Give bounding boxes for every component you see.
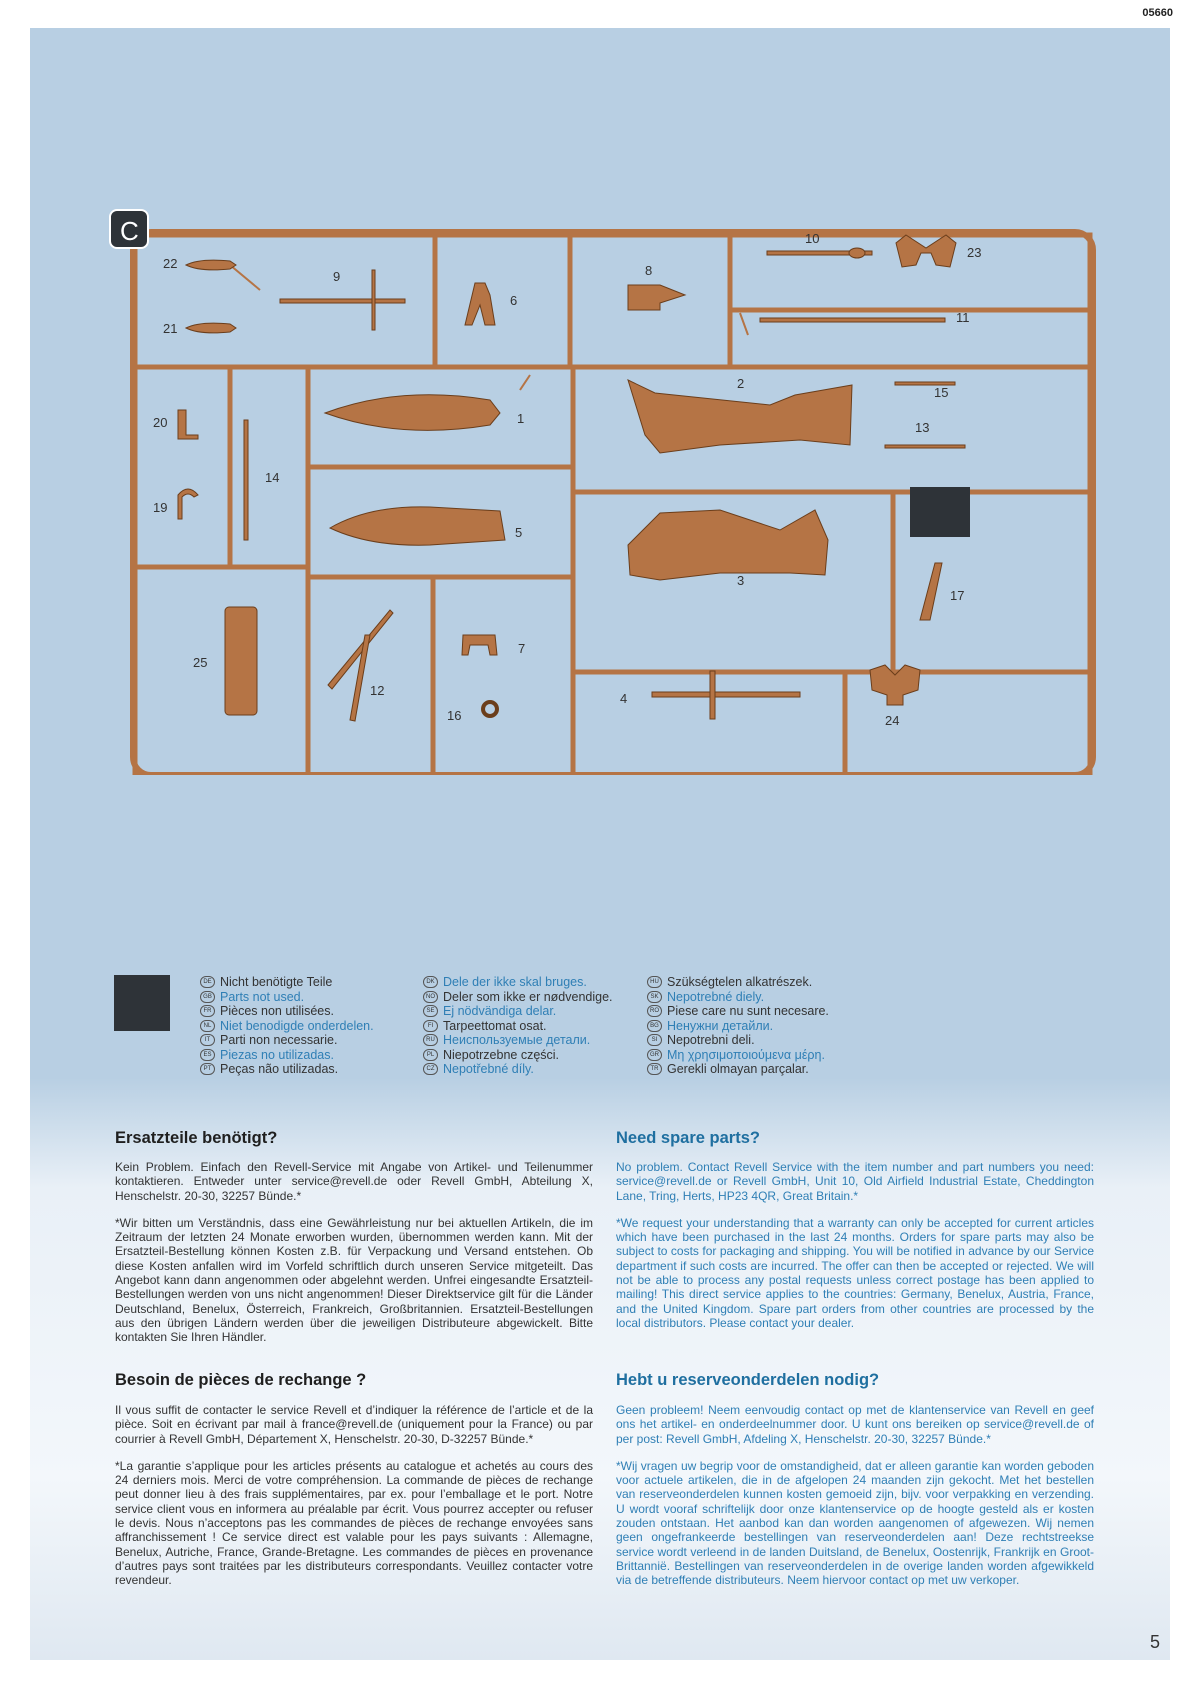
label-8: 8 bbox=[645, 263, 653, 278]
paragraph: *Wir bitten um Verständnis, dass eine Gewährleistung nur bei aktuellen Artikeln, die im Zeitraum der letzten 24 Monate erworben wurden, übernommen werden kann. Mit der Ersatzteil-Bestellung können Kosten z.B. für Verpackung und Versand entstehen. Ob diese Kosten anfallen wird im Vorfeld schriftlich durch unseren Service mitgeteilt. Das Angebot kann dann angenommen oder abgelehnt werden. Unfrei eingesandte Ersatzteil-Bestellungen werden von uns nicht angenommen! Dieser Direktservice gilt für die Länder Deutschland, Benelux, Österreich, Frankreich, Großbritannien. Ersatzteil-Bestellungen aus den übrigen Ländern werden über die jeweiligen Distributeure abgewickelt. Bitte kontakten Sie Ihren Händler. bbox=[115, 1215, 593, 1345]
legend-row-fr: FR Pièces non utilisées. bbox=[200, 1004, 420, 1019]
sprue-c-diagram bbox=[100, 195, 1100, 775]
flag-icon: SE bbox=[423, 1005, 438, 1017]
section-title-fr: Besoin de pièces de rechange ? bbox=[115, 1371, 367, 1389]
section-body-en bbox=[616, 1160, 1094, 1343]
flag-icon: BG bbox=[647, 1020, 662, 1032]
paragraph: *Wij vragen uw begrip voor de omstandigheid, dat er alleen garantie kan worden geboden voor actuele artikelen, die in de afgelopen 24 maanden zijn gekocht. Met het bestellen van reserveonderdelen kunnen kosten gemoeid zijn, bijv. voor verpakking en verzending. U wordt vooraf schriftelijk door onze klantenservice op de hoogte gesteld als er kosten zouden ontstaan. Het aanbod kan dan worden aangenomen of afgewezen. Wij nemen geen ongefrankeerde bestellingen van reserveonderdelen aan! Deze rechtstreekse service wordt verleend in de landen Duitsland, de Benelux, Oostenrijk, Frankrijk en Groot-Brittannië. Bestellingen van reserveonderdelen in de overige landen worden afgewikkeld via de betreffende distributeurs. Neem hiervoor contact op met uw verkoper. bbox=[616, 1458, 1094, 1588]
legend-row-nl: NL Niet benodigde onderdelen. bbox=[200, 1019, 420, 1034]
part-7 bbox=[462, 635, 497, 655]
legend-row-no: NO Deler som ikke er nødvendige. bbox=[423, 990, 643, 1005]
section-body-nl bbox=[616, 1403, 1094, 1601]
paragraph: Kein Problem. Einfach den Revell-Service mit Angabe von Artikel- und Teilenummer kontaktieren. Entweder unter service@revell.de oder Revell GmbH, Abteilung X, Henschelstr. 20-30, 32257 Bünde.* bbox=[115, 1160, 593, 1203]
legend-row-tr: TR Gerekli olmayan parçalar. bbox=[647, 1062, 867, 1077]
flag-icon: SK bbox=[647, 991, 662, 1003]
legend-row-se: SE Ej nödvändiga delar. bbox=[423, 1004, 643, 1019]
part-5 bbox=[330, 507, 505, 545]
part-17 bbox=[920, 563, 942, 620]
part-9 bbox=[280, 299, 405, 303]
sprue-letter: C bbox=[120, 216, 139, 246]
flag-icon: RO bbox=[647, 1005, 662, 1017]
legend-row-pt: PT Peças não utilizadas. bbox=[200, 1062, 420, 1077]
part-4 bbox=[652, 692, 800, 697]
label-12: 12 bbox=[370, 683, 385, 698]
paragraph: Il vous suffit de contacter le service Revell et d’indiquer la référence de l’article et de la pièce. Soit en écrivant par mail à france@revell.de (uniquement pour la France) ou par courrier à Revell GmbH, Département X, Henschelstr. 20-30, D-32257 Bünde.* bbox=[115, 1403, 593, 1446]
part-25 bbox=[225, 607, 257, 715]
flag-icon: HU bbox=[647, 976, 662, 988]
label-11: 11 bbox=[956, 310, 970, 325]
not-used-part bbox=[910, 487, 970, 537]
not-used-swatch bbox=[114, 975, 170, 1031]
legend-row-hu: HU Szükségtelen alkatrészek. bbox=[647, 975, 867, 990]
legend-row-gr: GR Μη χρησιμοποιούμενα μέρη. bbox=[647, 1048, 867, 1063]
label-22: 22 bbox=[163, 256, 178, 271]
flag-icon: TR bbox=[647, 1063, 662, 1075]
legend-row-si: SI Nepotrebni deli. bbox=[647, 1033, 867, 1048]
paragraph: No problem. Contact Revell Service with the item number and part numbers you need: service@revell.de or Revell GmbH, Unit 10, Old Airfield Industrial Estate, Cheddington Lane, Tring, Herts, HP23 4QR, Great Britain.* bbox=[616, 1160, 1094, 1203]
label-5: 5 bbox=[515, 525, 523, 540]
label-9: 9 bbox=[333, 269, 341, 284]
section-title-nl: Hebt u reserveonderdelen nodig? bbox=[616, 1371, 880, 1389]
legend-row-ru: RU Неиспользуемые детали. bbox=[423, 1033, 643, 1048]
paragraph: Geen probleem! Neem eenvoudig contact op met de klantenservice van Revell en geef ons het artikel- en onderdeelnummer door. U kunt ons bereiken op service@revell.de of per post: Revell GmbH, Afdeling X, Henschelstr. 20-30, 32257 Bünde.* bbox=[616, 1403, 1094, 1446]
section-body-fr bbox=[115, 1403, 593, 1601]
label-24: 24 bbox=[885, 713, 900, 728]
legend-row-cz: CZ Nepotřebné díly. bbox=[423, 1062, 643, 1077]
label-7: 7 bbox=[518, 641, 526, 656]
part-20 bbox=[178, 410, 198, 439]
label-19: 19 bbox=[153, 500, 168, 515]
label-15: 15 bbox=[934, 385, 949, 400]
flag-icon: PL bbox=[423, 1049, 438, 1061]
flag-icon: GB bbox=[200, 991, 215, 1003]
section-title-en: Need spare parts? bbox=[616, 1129, 760, 1147]
legend-row-de: DE Nicht benötigte Teile bbox=[200, 975, 420, 990]
part-21 bbox=[186, 323, 236, 333]
legend-column-1 bbox=[200, 975, 420, 1077]
flag-icon: DE bbox=[200, 976, 215, 988]
page-number: 5 bbox=[1149, 1632, 1160, 1652]
part-19 bbox=[178, 489, 198, 519]
label-3: 3 bbox=[737, 573, 745, 588]
flag-icon: NL bbox=[200, 1020, 215, 1032]
flag-icon: FI bbox=[423, 1020, 438, 1032]
part-1 bbox=[325, 395, 500, 431]
legend-column-2 bbox=[423, 975, 643, 1077]
legend-row-gb: GB Parts not used. bbox=[200, 990, 420, 1005]
flag-icon: CZ bbox=[423, 1063, 438, 1075]
flag-icon: NO bbox=[423, 991, 438, 1003]
label-2: 2 bbox=[737, 376, 745, 391]
part-11 bbox=[760, 318, 945, 322]
label-16: 16 bbox=[447, 708, 462, 723]
label-23: 23 bbox=[967, 245, 982, 260]
flag-icon: IT bbox=[200, 1034, 215, 1046]
part-14 bbox=[244, 420, 248, 540]
legend-row-sk: SK Nepotrebné diely. bbox=[647, 990, 867, 1005]
flag-icon: RU bbox=[423, 1034, 438, 1046]
section-body-de bbox=[115, 1160, 593, 1358]
label-6: 6 bbox=[510, 293, 518, 308]
legend-row-it: IT Parti non necessarie. bbox=[200, 1033, 420, 1048]
flag-icon: SI bbox=[647, 1034, 662, 1046]
paragraph: *We request your understanding that a warranty can only be accepted for current articles which have been purchased in the last 24 months. Orders for spare parts may also be subject to costs for packaging and shipping. You will be notified in advance by our Service department if such costs are incurred. The offer can then be accepted or rejected. We will not be able to process any postal requests unless correct postage has been applied to mailing! This direct service applies to the countries: Germany, Benelux, Austria, France, and the United Kingdom. Spare part orders from other countries are processed by the local distributors. Please contact your dealer. bbox=[616, 1215, 1094, 1330]
label-14: 14 bbox=[265, 470, 280, 485]
flag-icon: PT bbox=[200, 1063, 215, 1075]
legend-row-dk: DK Dele der ikke skal bruges. bbox=[423, 975, 643, 990]
paragraph: *La garantie s’applique pour les articles présents au catalogue et achetés au cours des 24 derniers mois. Merci de votre compréhension. La commande de pièces de rechange peut donner lieu à des frais supplémentaires, par ex. pour l’emballage et le port. Notre service client vous en informera au préalable par écrit. Vous pourrez accepter ou refuser le devis. Nous n’acceptons pas les commandes de pièces de rechange envoyées sans affranchissement ! Ce service direct est valable pour les pays suivants : Allemagne, Benelux, Autriche, France, Grande-Bretagne. Les commandes de pièces en provenance d’autres pays sont traitées par les distributeurs correspondants. Veuillez contacter votre revendeur. bbox=[115, 1458, 593, 1588]
label-25: 25 bbox=[193, 655, 208, 670]
part-13 bbox=[885, 445, 965, 448]
legend-row-fi: FI Tarpeettomat osat. bbox=[423, 1019, 643, 1034]
doc-number: 05660 bbox=[1142, 7, 1173, 19]
part-6 bbox=[465, 283, 495, 325]
flag-icon: GR bbox=[647, 1049, 662, 1061]
part-8 bbox=[628, 285, 685, 310]
label-13: 13 bbox=[915, 420, 930, 435]
label-1: 1 bbox=[517, 411, 525, 426]
part-22 bbox=[186, 260, 236, 270]
part-23 bbox=[896, 235, 956, 267]
legend-row-es: ES Piezas no utilizadas. bbox=[200, 1048, 420, 1063]
section-title-de: Ersatzteile benötigt? bbox=[115, 1129, 278, 1147]
legend-row-pl: PL Niepotrzebne części. bbox=[423, 1048, 643, 1063]
part-3 bbox=[628, 510, 828, 580]
label-10: 10 bbox=[805, 231, 820, 246]
label-4: 4 bbox=[620, 691, 628, 706]
flag-icon: DK bbox=[423, 976, 438, 988]
legend-column-3 bbox=[647, 975, 867, 1077]
flag-icon: ES bbox=[200, 1049, 215, 1061]
label-21: 21 bbox=[163, 321, 178, 336]
legend-row-bg: BG Ненужни детайли. bbox=[647, 1019, 867, 1034]
label-17: 17 bbox=[950, 588, 965, 603]
part-16 bbox=[483, 702, 497, 716]
flag-icon: FR bbox=[200, 1005, 215, 1017]
legend-row-ro: RO Piese care nu sunt necesare. bbox=[647, 1004, 867, 1019]
label-20: 20 bbox=[153, 415, 168, 430]
sprue-letter-badge bbox=[110, 210, 148, 248]
